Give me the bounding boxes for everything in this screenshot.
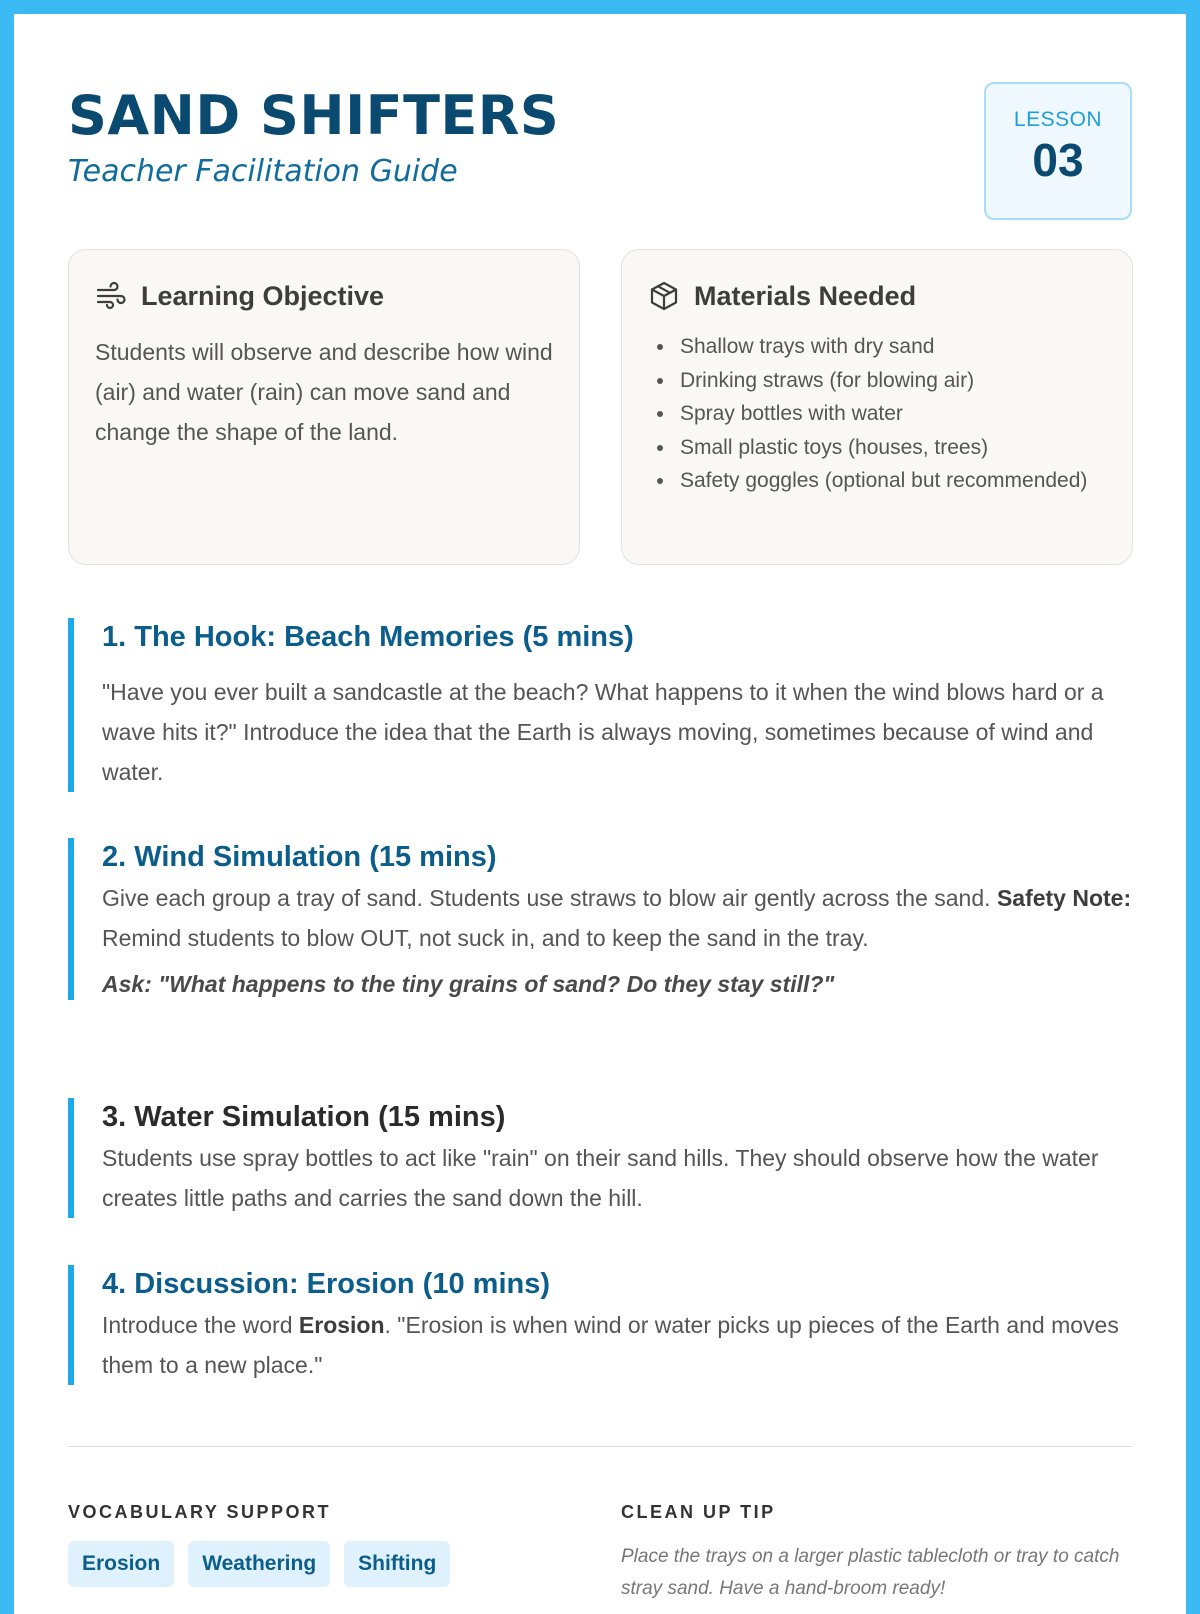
vocab-tag: Shifting [344,1541,450,1587]
section-title: 4. Discussion: Erosion (10 mins) [102,1268,550,1300]
section-text: Students use spray bottles to act like "rain" on their sand hills. They should observe how the water creates little paths and carries the sand down the hill. [102,1145,1099,1211]
section-text: "Have you ever built a sandcastle at the beach? What happens to it when the wind blows hard or a wave hits it?" Introduce the idea that the Earth is always moving, sometimes because of wind and water. [102,679,1104,785]
text-run: Remind students to blow OUT, not suck in, and to keep the sand in the tray. [102,925,869,951]
section-title: 2. Wind Simulation (15 mins) [102,841,497,873]
lesson-badge [984,82,1132,220]
card-title: Learning Objective [141,280,385,311]
erosion-term: Erosion [298,1312,385,1338]
text-run: Introduce the word [102,1312,299,1338]
ask-question: Ask: "What happens to the tiny grains of sand? Do they stay still?" [102,971,835,997]
section-title: 3. Water Simulation (15 mins) [102,1101,506,1133]
lesson-number: 03 [1032,134,1084,186]
list-item: • Drinking straws (for blowing air) [676,364,1106,398]
vocab-tag: Weathering [188,1541,330,1587]
divider [68,1446,1132,1447]
section-discussion [68,1265,1132,1385]
list-item: • Small plastic toys (houses, trees) [676,431,1106,465]
page-title: SAND SHIFTERS [68,84,560,147]
section-text [102,1305,1132,1385]
materials-list [648,330,1106,498]
objective-text: Students will observe and describe how wind (air) and water (rain) can move sand and change the shape of the land. [95,339,553,445]
list-item: • Shallow trays with dry sand [676,330,1106,364]
page-subtitle: Teacher Facilitation Guide [68,154,458,189]
lesson-label: LESSON [1013,108,1103,131]
vocab-tag: Erosion [68,1541,174,1587]
box-icon [648,280,680,312]
text-run: Give each group a tray of sand. Students use straws to blow air gently across the sand. [102,885,997,911]
section-text [102,878,1132,958]
section-wind [68,838,1132,1000]
learning-objective-card [68,249,580,565]
header [68,86,1132,226]
section-title: 1. The Hook: Beach Memories (5 mins) [102,621,634,653]
clean-up-label: CLEAN UP TIP [621,1502,776,1522]
safety-note-label: Safety Note: [996,885,1132,911]
section-water [68,1098,1132,1218]
card-title: Materials Needed [694,280,917,311]
guide-page [14,14,1186,1614]
materials-card [621,249,1133,565]
list-item: • Safety goggles (optional but recommended) [676,464,1106,498]
wind-icon [95,280,127,312]
text-run: . "Erosion is when wind or water picks up pieces of the Earth and moves them to a new place." [102,1312,1119,1378]
vocabulary-label: VOCABULARY SUPPORT [68,1502,332,1522]
section-hook [68,618,1132,792]
list-item: • Spray bottles with water [676,397,1106,431]
vocabulary-tags [68,1541,450,1587]
clean-up-tip: Place the trays on a larger plastic tablecloth or tray to catch stray sand. Have a hand-broom ready! [621,1546,1120,1599]
